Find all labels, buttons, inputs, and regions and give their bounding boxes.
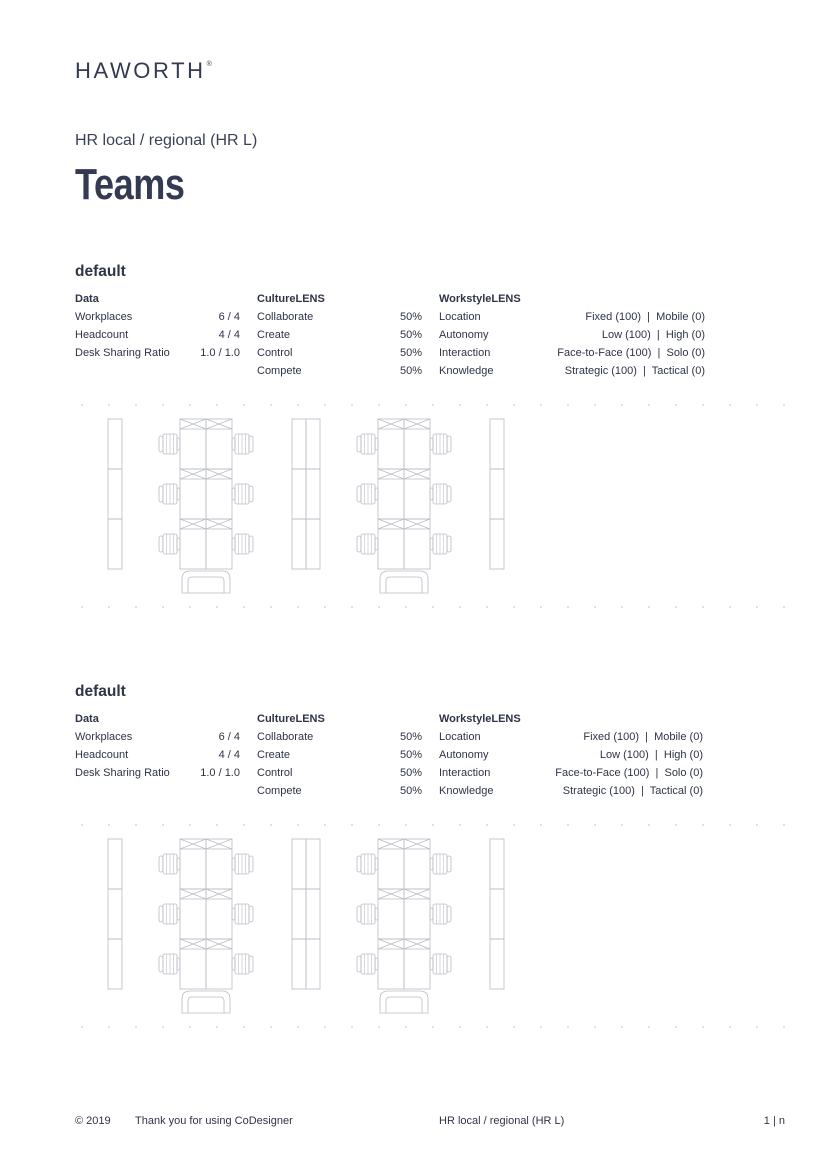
workstyle-row: Interaction Face-to-Face (100) | Solo (0) <box>439 767 703 779</box>
data-row-desk-sharing: Desk Sharing Ratio 1.0 / 1.0 <box>75 767 240 779</box>
storage-cabinet <box>108 839 122 989</box>
data-row-workplaces: Workplaces 6 / 4 <box>75 731 240 743</box>
workstyle-row: Knowledge Strategic (100) | Tactical (0) <box>439 365 705 377</box>
data-row-headcount: Headcount 4 / 4 <box>75 329 240 341</box>
storage-cabinet <box>490 419 504 569</box>
lounge-chair-icon <box>182 571 230 593</box>
chair-icon <box>357 534 378 554</box>
chair-icon <box>232 904 253 924</box>
workstyle-row: Autonomy Low (100) | High (0) <box>439 749 703 761</box>
culture-row: Control 50% <box>257 767 422 779</box>
desk-cluster <box>159 839 253 1013</box>
chair-icon <box>159 854 180 874</box>
culture-row: Create 50% <box>257 329 422 341</box>
data-column <box>75 712 240 784</box>
page-subtitle: HR local / regional (HR L) <box>75 132 258 149</box>
culturelens-column <box>257 292 422 382</box>
chair-icon <box>357 434 378 454</box>
workstylelens-header: WorkstyleLENS <box>439 293 521 305</box>
workstyle-row: Knowledge Strategic (100) | Tactical (0) <box>439 785 703 797</box>
data-header: Data <box>75 293 99 305</box>
chair-icon <box>357 484 378 504</box>
chair-icon <box>232 954 253 974</box>
chair-icon <box>430 954 451 974</box>
data-header: Data <box>75 713 99 725</box>
culturelens-header: CultureLENS <box>257 713 325 725</box>
storage-cabinet <box>108 419 122 569</box>
workstyle-row: Autonomy Low (100) | High (0) <box>439 329 705 341</box>
data-column <box>75 292 240 364</box>
footer-thanks: Thank you for using CoDesigner <box>135 1115 293 1127</box>
lounge-chair-icon <box>380 571 428 593</box>
chair-icon <box>232 484 253 504</box>
culture-row: Create 50% <box>257 749 422 761</box>
footer-document-name: HR local / regional (HR L) <box>439 1115 565 1127</box>
workstyle-row: Interaction Face-to-Face (100) | Solo (0) <box>439 347 705 359</box>
floor-plan <box>0 403 820 643</box>
culture-row: Compete 50% <box>257 785 422 797</box>
data-row-desk-sharing: Desk Sharing Ratio 1.0 / 1.0 <box>75 347 240 359</box>
chair-icon <box>430 434 451 454</box>
chair-icon <box>159 534 180 554</box>
storage-cabinet <box>292 839 320 989</box>
footer-copyright: © 2019 <box>75 1115 111 1127</box>
page-title: Teams <box>75 160 185 209</box>
lounge-chair-icon <box>182 991 230 1013</box>
section-title: default <box>75 683 126 700</box>
storage-cabinet <box>292 419 320 569</box>
chair-icon <box>430 904 451 924</box>
desk-cluster <box>357 419 451 593</box>
chair-icon <box>357 954 378 974</box>
data-row-workplaces: Workplaces 6 / 4 <box>75 311 240 323</box>
workstylelens-header: WorkstyleLENS <box>439 713 521 725</box>
data-row-headcount: Headcount 4 / 4 <box>75 749 240 761</box>
chair-icon <box>430 854 451 874</box>
storage-cabinet <box>490 839 504 989</box>
desk-cluster <box>159 419 253 593</box>
desk-cluster <box>357 839 451 1013</box>
culturelens-header: CultureLENS <box>257 293 325 305</box>
culture-row: Collaborate 50% <box>257 311 422 323</box>
chair-icon <box>232 854 253 874</box>
chair-icon <box>430 484 451 504</box>
chair-icon <box>159 904 180 924</box>
culture-row: Collaborate 50% <box>257 731 422 743</box>
haworth-logo <box>75 58 212 84</box>
workstylelens-column <box>439 292 705 382</box>
culture-row: Compete 50% <box>257 365 422 377</box>
culturelens-column <box>257 712 422 802</box>
chair-icon <box>159 434 180 454</box>
chair-icon <box>232 534 253 554</box>
chair-icon <box>232 434 253 454</box>
footer-page-number: 1 | n <box>763 1115 785 1127</box>
floor-plan <box>0 823 820 1063</box>
chair-icon <box>430 534 451 554</box>
section-title: default <box>75 263 126 280</box>
logo-text: HAWORTH <box>75 58 206 83</box>
workstylelens-column <box>439 712 703 802</box>
workstyle-row: Location Fixed (100) | Mobile (0) <box>439 731 703 743</box>
chair-icon <box>357 854 378 874</box>
chair-icon <box>159 484 180 504</box>
workstyle-row: Location Fixed (100) | Mobile (0) <box>439 311 705 323</box>
chair-icon <box>357 904 378 924</box>
registered-mark: ® <box>206 61 212 68</box>
chair-icon <box>159 954 180 974</box>
lounge-chair-icon <box>380 991 428 1013</box>
culture-row: Control 50% <box>257 347 422 359</box>
